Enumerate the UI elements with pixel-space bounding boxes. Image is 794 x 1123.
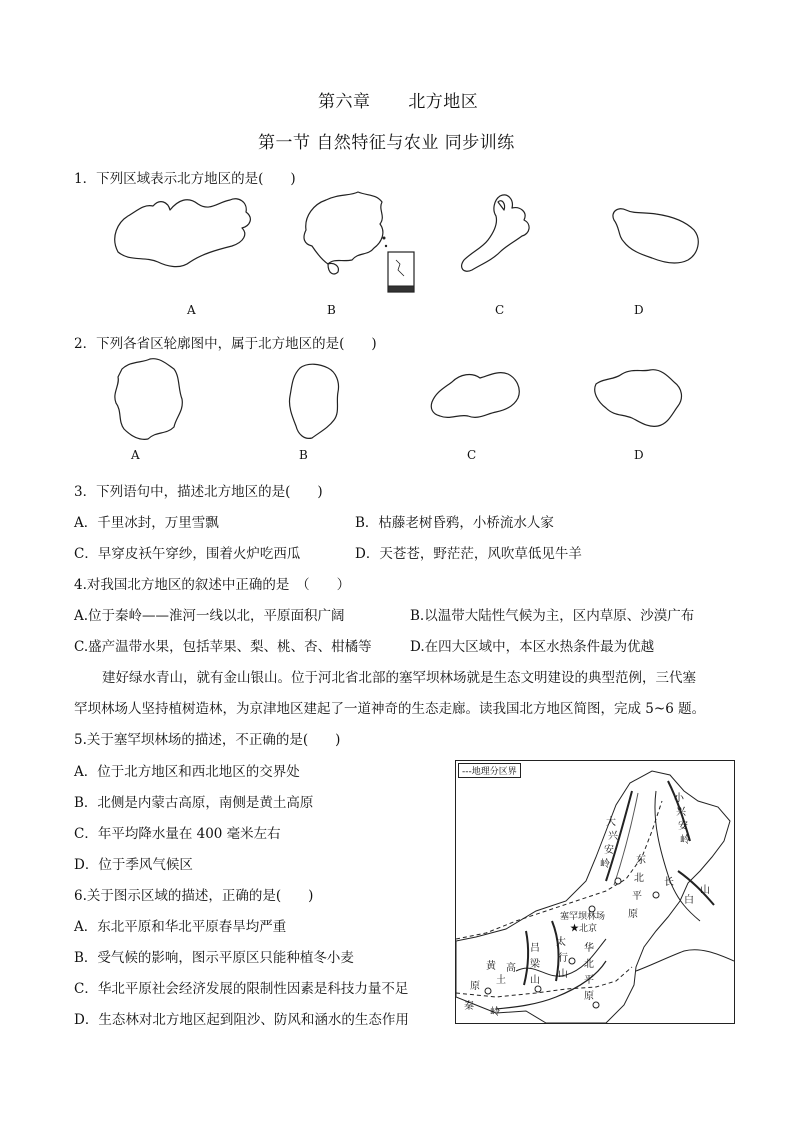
- map-label-yuan-1: 原: [628, 909, 638, 920]
- map-label-hua: 华: [584, 943, 594, 954]
- q1-stem: 1．下列区域表示北方地区的是( ): [74, 171, 296, 187]
- q6-option-b: B．受气候的影响，图示平原区只能种植冬小麦: [74, 950, 354, 966]
- q2-label-a: A: [131, 448, 140, 462]
- map-label-xing-1: 兴: [608, 831, 618, 842]
- section-title: 第一节 自然特征与农业 同步训练: [258, 133, 515, 153]
- map-label-lv: 吕: [530, 943, 540, 954]
- map-label-ling-1: 岭: [600, 859, 610, 870]
- q5-option-d: D．位于季风气候区: [74, 857, 193, 873]
- q1-figure-d: [600, 200, 710, 280]
- map-label-beijing: ★北京: [570, 924, 598, 934]
- q4-option-b: B.以温带大陆性气候为主，区内草原、沙漠广布: [410, 608, 695, 624]
- map-label-chang: 长: [664, 877, 674, 888]
- map-label-an-2: 安: [678, 821, 688, 832]
- q3-option-b: B．枯藤老树昏鸦，小桥流水人家: [355, 515, 554, 531]
- map-label-dong: 东: [636, 855, 646, 866]
- map-label-shan-1: 山: [700, 885, 710, 896]
- q1-figure-b: [288, 190, 428, 300]
- map-label-bai: 白: [684, 895, 694, 906]
- map-label-ping-2: 平: [584, 975, 594, 986]
- q4-option-d: D.在四大区域中，本区水热条件最为优越: [410, 639, 655, 655]
- q1-label-c: C: [495, 303, 505, 317]
- q3-stem: 3．下列语句中，描述北方地区的是( ): [74, 484, 323, 500]
- map-label-xing-2: 兴: [676, 807, 686, 818]
- map-label-da: 大: [606, 817, 616, 828]
- q6-stem: 6.关于图示区域的描述，正确的是( ): [74, 888, 314, 904]
- q2-figure-c: [422, 362, 532, 432]
- q3-option-c: C．早穿皮袄午穿纱，围着火炉吃西瓜: [74, 546, 301, 562]
- q2-label-d: D: [634, 448, 644, 462]
- map-label-ling-3: 岭: [490, 1007, 500, 1018]
- q2-figure-b: [280, 358, 350, 443]
- chapter-name: 北方地区: [408, 92, 479, 112]
- passage-line-2: 罕坝林场人坚持植树造林，为京津地区建起了一道神奇的生态走廊。读我国北方地区简图，完成 5~6 题。: [74, 701, 706, 717]
- map-label-xiao: 小: [674, 793, 684, 804]
- q4-stem: 4.对我国北方地区的叙述中正确的是 （ ）: [74, 577, 351, 593]
- q2-figure-d: [588, 362, 688, 437]
- map-label-gao: 高: [506, 963, 516, 974]
- q5-stem: 5.关于塞罕坝林场的描述，不正确的是( ): [74, 732, 341, 748]
- map-label-tu: 土: [496, 975, 506, 986]
- q5-option-c: C．年平均降水量在 400 毫米左右: [74, 826, 281, 842]
- map-label-bei-1: 北: [634, 873, 644, 884]
- q1-label-b: B: [327, 303, 336, 317]
- q3-option-d: D．天苍苍，野茫茫，风吹草低见牛羊: [355, 546, 582, 562]
- q2-figure-a: [108, 355, 188, 445]
- map-label-hang: 行: [558, 953, 568, 964]
- q5-option-a: A．位于北方地区和西北地区的交界处: [74, 764, 300, 780]
- map-label-shan-2: 山: [530, 975, 540, 986]
- q1-figure-a: [98, 192, 268, 282]
- q2-stem: 2．下列各省区轮廓图中，属于北方地区的是( ): [74, 336, 377, 352]
- q4-option-c: C.盛产温带水果，包括苹果、梨、桃、杏、柑橘等: [74, 639, 372, 655]
- chapter-number: 第六章: [318, 92, 371, 112]
- map-label-ping-1: 平: [632, 891, 642, 902]
- map-label-huang: 黄: [486, 961, 496, 972]
- q6-option-d: D．生态林对北方地区起到阻沙、防风和涵水的生态作用: [74, 1012, 409, 1028]
- q2-label-c: C: [467, 448, 477, 462]
- q1-figure-c: [452, 190, 572, 285]
- north-china-map: [455, 760, 735, 1024]
- q2-label-b: B: [299, 448, 308, 462]
- q3-option-a: A．千里冰封，万里雪飘: [74, 515, 219, 531]
- map-label-bei-2: 北: [584, 959, 594, 970]
- passage-line-1: 建好绿水青山，就有金山银山。位于河北省北部的塞罕坝林场就是生态文明建设的典型范例，三代塞: [102, 670, 696, 686]
- q6-option-c: C．华北平原社会经济发展的限制性因素是科技力量不足: [74, 981, 409, 997]
- q5-option-b: B．北侧是内蒙古高原，南侧是黄土高原: [74, 795, 314, 811]
- map-legend: ---地理分区界: [458, 763, 521, 778]
- q1-label-a: A: [187, 303, 196, 317]
- map-label-saihanba: 塞罕坝林场: [560, 912, 606, 922]
- map-label-tai: 太: [556, 937, 566, 948]
- q6-option-a: A．东北平原和华北平原春旱均严重: [74, 919, 287, 935]
- map-label-an-1: 安: [604, 845, 614, 856]
- map-label-liang: 梁: [530, 959, 540, 970]
- map-label-shan-3: 山: [558, 969, 568, 980]
- q1-label-d: D: [634, 303, 644, 317]
- chapter-title: [318, 87, 478, 112]
- map-label-yuan-2: 原: [584, 991, 594, 1002]
- map-label-yuan-3: 原: [470, 981, 480, 992]
- map-label-ling-2: 岭: [680, 835, 690, 846]
- q4-option-a: A.位于秦岭——淮河一线以北，平原面积广阔: [74, 608, 345, 624]
- map-label-qin: 秦: [464, 1001, 474, 1012]
